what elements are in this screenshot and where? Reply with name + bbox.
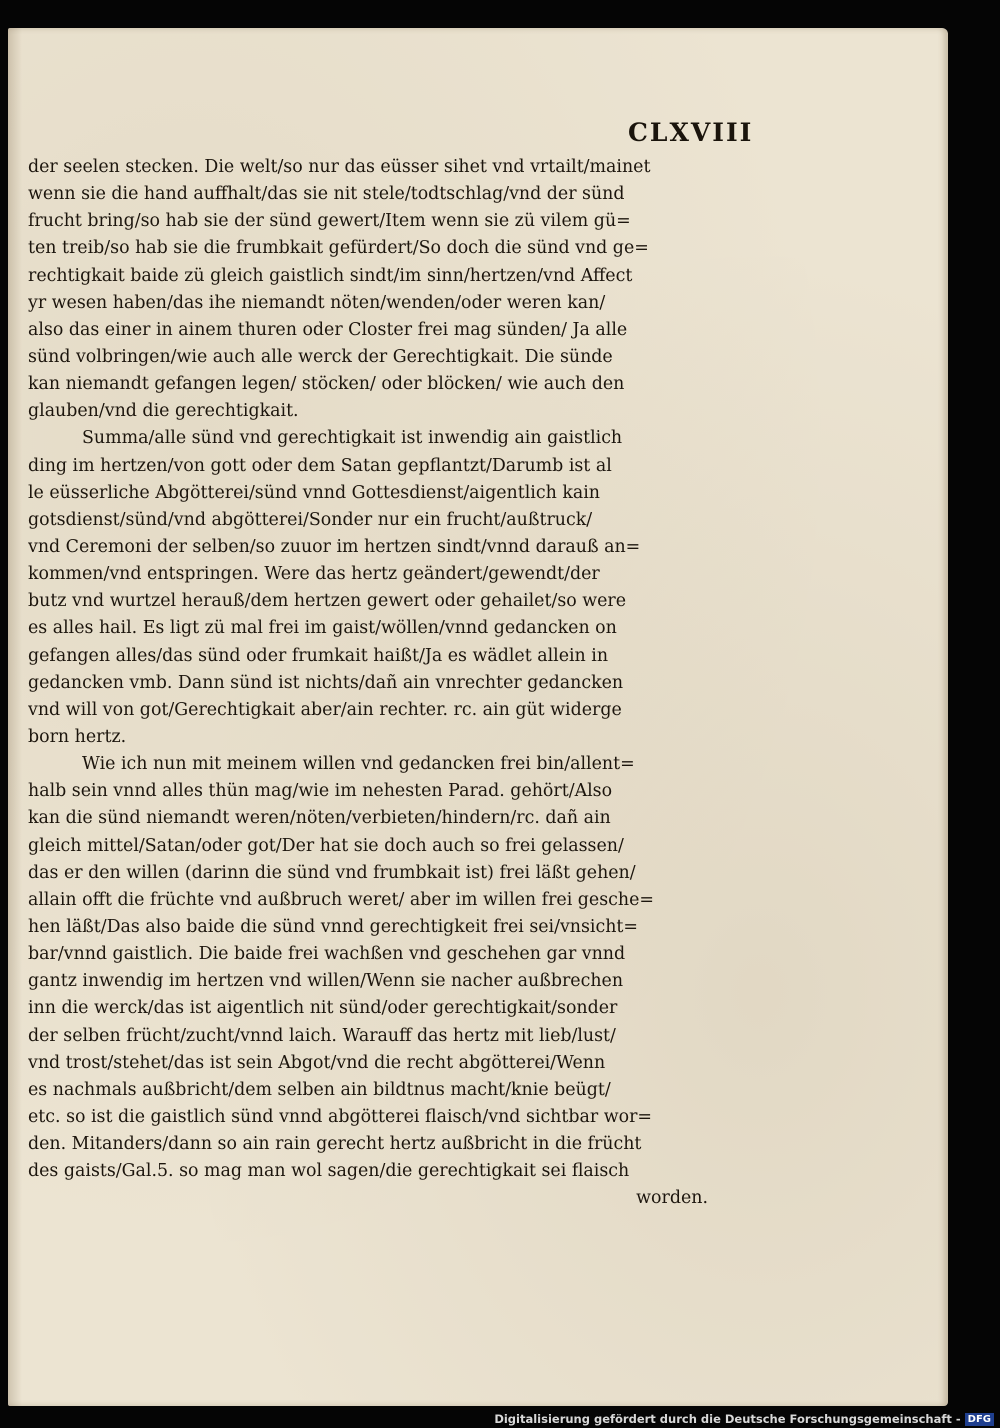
folio-number: CLXVIII — [628, 118, 754, 147]
text-line: Summa/alle sünd vnd gerechtigkait ist inwendig ain gaistlich — [82, 428, 623, 449]
text-line: vnd Ceremoni der selben/so zuuor im hertzen sindt/vnnd darauß an= — [28, 536, 641, 557]
text-line: Wie ich nun mit meinem willen vnd gedancken frei bin/allent= — [82, 754, 635, 775]
text-line: yr wesen haben/das ihe niemandt nöten/wenden/oder weren kan/ — [28, 292, 606, 313]
text-line: kommen/vnd entspringen. Were das hertz geändert/gewendt/der — [28, 564, 600, 585]
text-line: den. Mitanders/dann so ain rain gerecht hertz außbricht in die frücht — [28, 1134, 642, 1155]
text-line: bar/vnnd gaistlich. Die baide frei wachßen vnd geschehen gar vnnd — [28, 944, 626, 965]
text-line: vnd trost/stehet/das ist sein Abgot/vnd die recht abgötterei/Wenn — [28, 1052, 606, 1073]
text-line: gleich mittel/Satan/oder got/Der hat sie doch auch so frei gelassen/ — [28, 835, 624, 856]
text-line: gantz inwendig im hertzen vnd willen/Wenn sie nacher außbrechen — [28, 971, 624, 992]
text-line: le eüsserliche Abgötterei/sünd vnnd Gottesdienst/aigentlich kain — [28, 482, 600, 503]
text-line: frucht bring/so hab sie der sünd gewert/Item wenn sie zü vilem gü= — [28, 211, 631, 232]
text-line: gefangen alles/das sünd oder frumkait haißt/Ja es wädlet allein in — [28, 645, 609, 666]
text-line: etc. so ist die gaistlich sünd vnnd abgötterei flaisch/vnd sichtbar wor= — [28, 1106, 652, 1127]
text-line: ten treib/so hab sie die frumbkait gefürdert/So doch die sünd vnd ge= — [28, 238, 649, 259]
funding-credit-text: Digitalisierung gefördert durch die Deutsche Forschungsgemeinschaft - — [494, 1412, 961, 1426]
text-line: rechtigkait baide zü gleich gaistlich sindt/im sinn/hertzen/vnd Affect — [28, 265, 633, 286]
text-line: kan niemandt gefangen legen/ stöcken/ oder blöcken/ wie auch den — [28, 374, 625, 395]
text-line: es alles hail. Es ligt zü mal frei im gaist/wöllen/vnnd gedancken on — [28, 618, 617, 639]
text-line: das er den willen (darinn die sünd vnd frumbkait ist) frei läßt gehen/ — [28, 862, 636, 883]
text-line: hen läßt/Das also baide die sünd vnnd gerechtigkeit frei sei/vnsicht= — [28, 916, 638, 937]
text-line: gedancken vmb. Dann sünd ist nichts/dañ ain vnrechter gedancken — [28, 672, 624, 693]
text-line: halb sein vnnd alles thün mag/wie im nehesten Parad. gehört/Also — [28, 781, 613, 802]
text-line: kan die sünd niemandt weren/nöten/verbieten/hindern/rc. dañ ain — [28, 808, 611, 829]
text-line: der selben frücht/zucht/vnnd laich. Warauff das hertz mit lieb/lust/ — [28, 1025, 616, 1046]
catchword: worden. — [636, 1188, 708, 1209]
text-line: es nachmals außbricht/dem selben ain bildtnus macht/knie beügt/ — [28, 1079, 611, 1100]
text-line: born hertz. — [28, 726, 127, 747]
text-line: ding im hertzen/von gott oder dem Satan gepflantzt/Darumb ist al — [28, 455, 612, 476]
text-line: glauben/vnd die gerechtigkait. — [28, 401, 299, 422]
book-page — [8, 28, 948, 1406]
text-block — [28, 154, 728, 1212]
funding-credit — [494, 1412, 994, 1426]
text-line: also das einer in ainem thuren oder Closter frei mag sünden/ Ja alle — [28, 319, 628, 340]
text-line: allain offt die früchte vnd außbruch weret/ aber im willen frei gesche= — [28, 889, 654, 910]
text-line: inn die werck/das ist aigentlich nit sünd/oder gerechtigkait/sonder — [28, 998, 618, 1019]
text-line: des gaists/Gal.5. so mag man wol sagen/die gerechtigkait sei flaisch — [28, 1161, 630, 1182]
text-line: vnd will von got/Gerechtigkait aber/ain rechter. rc. ain güt widerge — [28, 699, 622, 720]
text-line: der seelen stecken. Die welt/so nur das eüsser sihet vnd vrtailt/mainet — [28, 157, 651, 177]
text-line: butz vnd wurtzel herauß/dem hertzen gewert oder gehailet/so were — [28, 591, 627, 612]
text-line: sünd volbringen/wie auch alle werck der Gerechtigkait. Die sünde — [28, 346, 613, 367]
text-line: wenn sie die hand auffhalt/das sie nit stele/todtschlag/vnd der sünd — [28, 184, 625, 205]
dfg-logo: DFG — [965, 1413, 994, 1426]
text-line: gotsdienst/sünd/vnd abgötterei/Sonder nur ein frucht/außtruck/ — [28, 509, 593, 530]
